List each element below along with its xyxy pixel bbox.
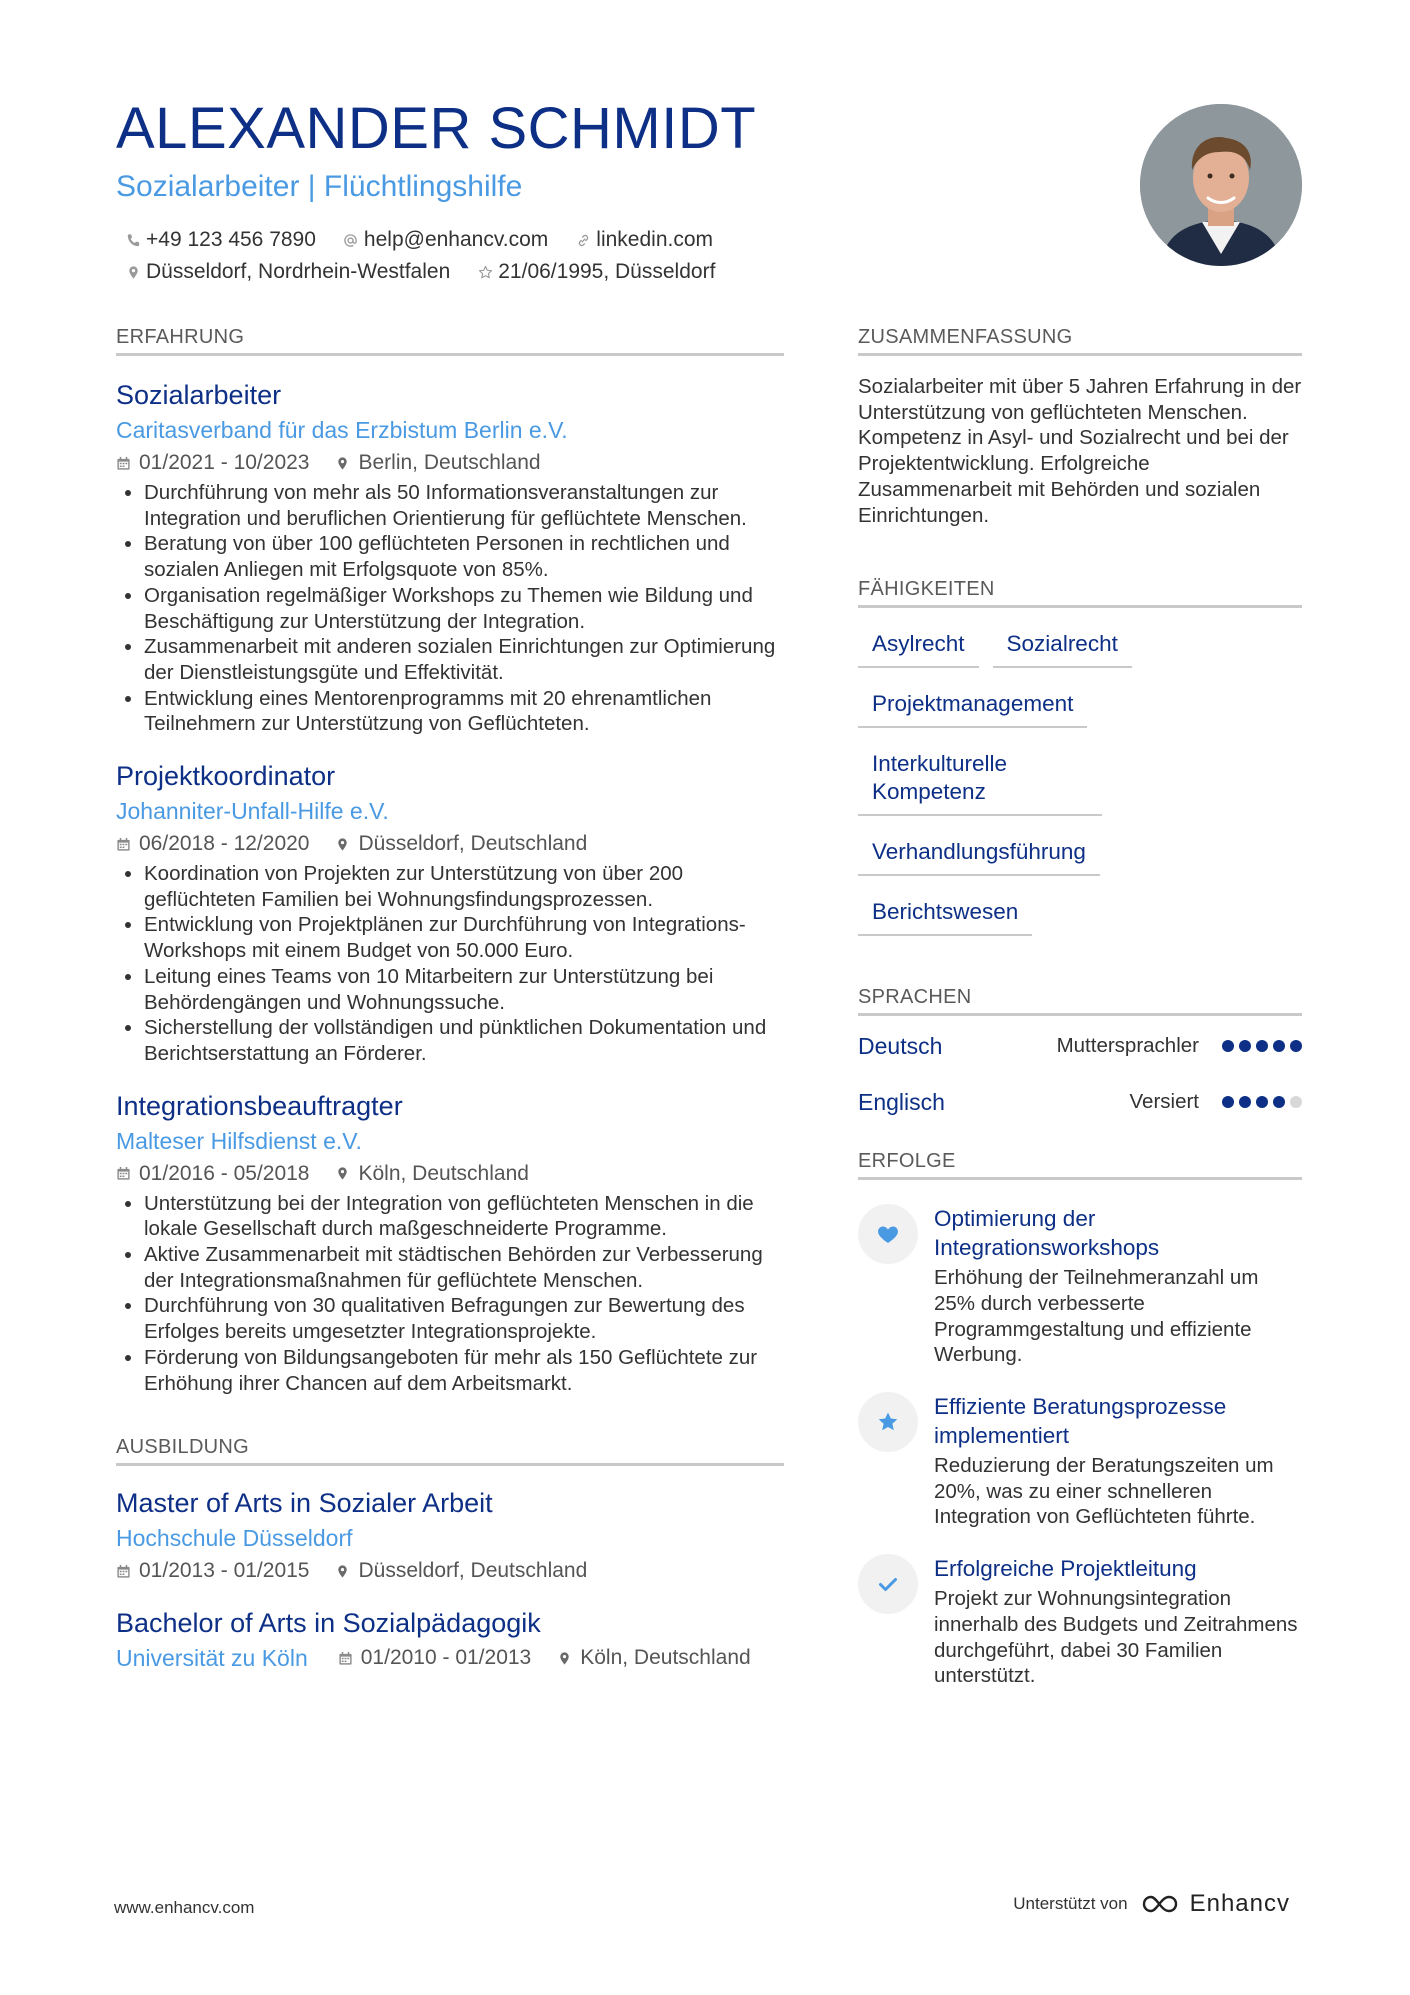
- education-heading: AUSBILDUNG: [116, 1436, 784, 1466]
- rating-dot-filled: [1273, 1096, 1285, 1108]
- list-item: • Durchführung von 30 qualitativen Befragungen zur Bewertung des Erfolges bereits umgesetzter Integrationsprojekte.: [144, 1293, 784, 1344]
- location-pin-icon: [124, 263, 142, 281]
- calendar-icon: [116, 837, 131, 852]
- list-item: • Durchführung von mehr als 50 Informationsveranstaltungen zur Integration und beruflichen Orientierung für geflüchtete Menschen.: [144, 480, 784, 531]
- language-name: Englisch: [858, 1088, 945, 1115]
- summary-text: Sozialarbeiter mit über 5 Jahren Erfahrung in der Unterstützung von geflüchteten Menschen. Kompetenz in Asyl- und Sozialrecht und bei der Projektentwicklung. Erfolgreiche Zusammenarbeit mit Behörden und sozialen Einrichtungen.: [858, 375, 1302, 527]
- language-item: [858, 1074, 1302, 1130]
- skill-tag: Berichtswesen: [858, 890, 1032, 936]
- enhancv-logo: [1140, 1890, 1290, 1918]
- achievement-item: [858, 1392, 1302, 1530]
- rating-dot-filled: [1256, 1096, 1268, 1108]
- contact-phone: [124, 228, 316, 252]
- job-dates: 01/2016 - 05/2018: [116, 1159, 309, 1189]
- contact-block: [124, 224, 741, 288]
- summary-heading: ZUSAMMENFASSUNG: [858, 326, 1302, 356]
- languages-heading: SPRACHEN: [858, 986, 1302, 1016]
- list-item: • Entwicklung von Projektplänen zur Durchführung von Integrations-Workshops mit einem Budget von 50.000 Euro.: [144, 912, 784, 963]
- list-item: • Entwicklung eines Mentorenprogramms mit 20 ehrenamtlichen Teilnehmern zur Unterstützung von Geflüchteten.: [144, 686, 784, 737]
- language-level: Muttersprachler: [1056, 1034, 1199, 1058]
- achievements-heading: ERFOLGE: [858, 1150, 1302, 1180]
- language-rating: [1217, 1096, 1302, 1108]
- rating-dot-filled: [1273, 1040, 1285, 1052]
- achievement-body: [934, 1392, 1302, 1530]
- list-item: • Aktive Zusammenarbeit mit städtischen Behörden zur Verbesserung der Integrationsmaßnahmen für geflüchtete Menschen.: [144, 1242, 784, 1293]
- job-bullets: [116, 1191, 784, 1397]
- candidate-title: Sozialarbeiter | Flüchtlingshilfe: [116, 170, 523, 203]
- list-item: • Leitung eines Teams von 10 Mitarbeitern zur Unterstützung bei Behördengängen und Wohnungssuche.: [144, 964, 784, 1015]
- skill-tag: Verhandlungsführung: [858, 830, 1100, 876]
- candidate-name: ALEXANDER SCHMIDT: [116, 96, 757, 161]
- job-location: Düsseldorf, Deutschland: [335, 829, 587, 859]
- job-title: Sozialarbeiter: [116, 380, 282, 410]
- education-meta: [116, 1556, 784, 1586]
- location-pin-icon: [335, 1166, 350, 1181]
- phone-text: +49 123 456 7890: [146, 228, 316, 251]
- list-item: • Förderung von Bildungsangeboten für mehr als 150 Geflüchtete zur Erhöhung ihrer Chancen auf dem Arbeitsmarkt.: [144, 1345, 784, 1396]
- achievement-title: Erfolgreiche Projektleitung: [934, 1556, 1197, 1582]
- job-organization: Johanniter-Unfall-Hilfe e.V.: [116, 798, 389, 825]
- language-level-group: [1057, 1034, 1302, 1058]
- list-item: • Unterstützung bei der Integration von geflüchteten Menschen in die lokale Gesellschaft durch maßgeschneiderte Programme.: [144, 1191, 784, 1242]
- achievement-title: Optimierung der Integrationsworkshops: [934, 1206, 1160, 1261]
- job-organization: Caritasverband für das Erzbistum Berlin e.V.: [116, 417, 568, 443]
- phone-icon: [124, 231, 142, 249]
- job-location: Berlin, Deutschland: [335, 448, 540, 478]
- achievement-desc: Projekt zur Wohnungsintegration innerhalb des Budgets und Zeitrahmens durchgeführt, dabei 30 Familien unterstützt.: [934, 1587, 1298, 1688]
- list-item: • Organisation regelmäßiger Workshops zu Themen wie Bildung und Beschäftigung zur Unterstützung der Integration.: [144, 583, 784, 634]
- skills-list: [858, 622, 1302, 950]
- rating-dot-filled: [1222, 1096, 1234, 1108]
- location-pin-icon: [557, 1651, 572, 1666]
- language-name: Deutsch: [858, 1032, 943, 1059]
- achievement-item: [858, 1554, 1302, 1689]
- language-level: Versiert: [1129, 1090, 1199, 1114]
- education-meta-details: [338, 1643, 751, 1673]
- degree-title: Master of Arts in Sozialer Arbeit: [116, 1488, 493, 1519]
- school-name: Hochschule Düsseldorf: [116, 1525, 353, 1552]
- contact-linkedin[interactable]: [574, 228, 713, 252]
- list-item: • Zusammenarbeit mit anderen sozialen Einrichtungen zur Optimierung der Dienstleistungsgüte und Effektivität.: [144, 634, 784, 685]
- job-meta: [116, 448, 784, 478]
- powered-by-text: Unterstützt von: [1013, 1894, 1128, 1913]
- job-dates: 01/2021 - 10/2023: [116, 448, 309, 478]
- job-dates: 06/2018 - 12/2020: [116, 829, 309, 859]
- skill-tag: Asylrecht: [858, 622, 979, 668]
- achievement-desc: Reduzierung der Beratungszeiten um 20%, was zu einer schnelleren Integration von Geflüchteten führte.: [934, 1454, 1274, 1529]
- achievement-title: Effiziente Beratungsprozesse implementiert: [934, 1394, 1227, 1449]
- at-icon: [342, 231, 360, 249]
- school-name: Universität zu Köln: [116, 1645, 308, 1672]
- skill-tag: Interkulturelle Kompetenz: [858, 742, 1102, 816]
- job-location: Köln, Deutschland: [335, 1159, 528, 1189]
- list-item: • Koordination von Projekten zur Unterstützung von über 200 geflüchteten Familien bei Wohnungsfindungsprozessen.: [144, 861, 784, 912]
- skill-tag: Projektmanagement: [858, 682, 1087, 728]
- location-pin-icon: [335, 456, 350, 471]
- language-item: [858, 1018, 1302, 1074]
- star-outline-icon: [476, 263, 494, 281]
- location-pin-icon: [335, 837, 350, 852]
- education-location: Düsseldorf, Deutschland: [335, 1556, 587, 1586]
- education-location: Köln, Deutschland: [557, 1643, 750, 1673]
- experience-item: [116, 378, 784, 737]
- list-item: • Beratung von über 100 geflüchteten Personen in rechtlichen und sozialen Anliegen mit Erfolgsquote von 85%.: [144, 531, 784, 582]
- rating-dot-filled: [1222, 1040, 1234, 1052]
- experience-item: [116, 759, 784, 1067]
- linkedin-text: linkedin.com: [596, 228, 714, 251]
- contact-birth: [476, 260, 715, 284]
- education-meta: [116, 1642, 784, 1674]
- email-text: help@enhancv.com: [363, 228, 549, 251]
- rating-dot-empty: [1290, 1096, 1302, 1108]
- skill-tag: Sozialrecht: [993, 622, 1132, 668]
- location-pin-icon: [335, 1564, 350, 1579]
- profile-photo: [1140, 104, 1302, 266]
- enhancv-logo-icon: [1140, 1892, 1184, 1916]
- location-text: Düsseldorf, Nordrhein-Westfalen: [146, 260, 451, 283]
- achievement-body: [934, 1204, 1302, 1368]
- contact-email[interactable]: [342, 228, 548, 252]
- education-item: [116, 1486, 784, 1586]
- rating-dot-filled: [1256, 1040, 1268, 1052]
- degree-title: Bachelor of Arts in Sozialpädagogik: [116, 1608, 541, 1639]
- calendar-icon: [116, 1166, 131, 1181]
- contact-location: [124, 260, 450, 284]
- link-icon: [574, 231, 592, 249]
- experience-heading: ERFAHRUNG: [116, 326, 784, 356]
- footer-branding: [1013, 1890, 1290, 1918]
- rating-dot-filled: [1290, 1040, 1302, 1052]
- achievement-body: [934, 1554, 1302, 1689]
- check-icon: [858, 1554, 918, 1614]
- education-dates: 01/2010 - 01/2013: [338, 1643, 531, 1673]
- rating-dot-filled: [1239, 1040, 1251, 1052]
- job-title: Projektkoordinator: [116, 761, 336, 792]
- footer-website[interactable]: www.enhancv.com: [114, 1898, 255, 1917]
- left-column: [116, 326, 784, 1674]
- heart-icon: [858, 1204, 918, 1264]
- education-item: [116, 1606, 784, 1674]
- skills-heading: FÄHIGKEITEN: [858, 578, 1302, 608]
- language-rating: [1217, 1040, 1302, 1052]
- job-bullets: [116, 861, 784, 1067]
- calendar-icon: [338, 1651, 353, 1666]
- right-column: [858, 326, 1302, 1689]
- achievement-desc: Erhöhung der Teilnehmeranzahl um 25% durch verbesserte Programmgestaltung und effiziente Werbung.: [934, 1266, 1259, 1367]
- star-icon: [858, 1392, 918, 1452]
- language-level-group: [1130, 1090, 1303, 1114]
- rating-dot-filled: [1239, 1096, 1251, 1108]
- birth-text: 21/06/1995, Düsseldorf: [498, 260, 716, 283]
- achievement-item: [858, 1204, 1302, 1368]
- job-title: Integrationsbeauftragter: [116, 1090, 403, 1121]
- experience-item: [116, 1089, 784, 1397]
- job-meta: [116, 829, 784, 859]
- calendar-icon: [116, 456, 131, 471]
- job-organization: Malteser Hilfsdienst e.V.: [116, 1127, 362, 1154]
- list-item: • Sicherstellung der vollständigen und pünktlichen Dokumentation und Berichtserstattung an Förderer.: [144, 1015, 784, 1066]
- education-dates: 01/2013 - 01/2015: [116, 1556, 309, 1586]
- job-meta: [116, 1159, 784, 1189]
- job-bullets: [116, 480, 784, 737]
- brand-name: Enhancv: [1189, 1890, 1290, 1917]
- calendar-icon: [116, 1564, 131, 1579]
